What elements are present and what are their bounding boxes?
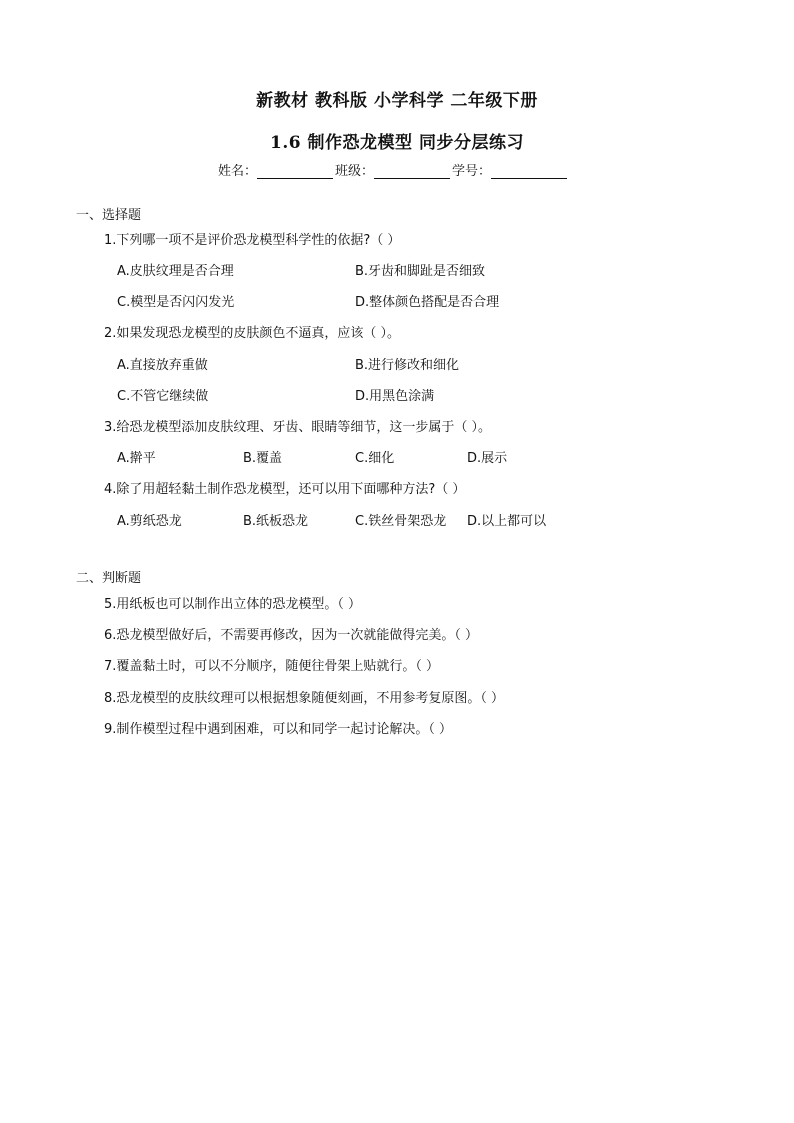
q2-option-b: B.进行修改和细化 bbox=[355, 358, 460, 373]
q3-option-c: C.细化 bbox=[355, 451, 395, 466]
question-6: 6.恐龙模型做好后，不需要再修改，因为一次就能做得完美。（ ） bbox=[104, 628, 479, 643]
q3-option-d: D.展示 bbox=[467, 451, 508, 466]
q1-option-d: D.整体颜色搭配是否合理 bbox=[355, 295, 500, 310]
lesson-title: 1.6 制作恐龙模型 同步分层练习 bbox=[270, 133, 524, 153]
name-blank[interactable] bbox=[257, 164, 333, 179]
student-info-line bbox=[218, 160, 569, 179]
question-9: 9.制作模型过程中遇到困难，可以和同学一起讨论解决。（ ） bbox=[104, 722, 453, 737]
q3-option-a: A.擀平 bbox=[117, 451, 156, 466]
id-label: 学号： bbox=[452, 164, 492, 179]
question-8: 8.恐龙模型的皮肤纹理可以根据想象随便刻画，不用参考复原图。（ ） bbox=[104, 691, 505, 706]
q2-option-c: C.不管它继续做 bbox=[117, 389, 209, 404]
question-3: 3.给恐龙模型添加皮肤纹理、牙齿、眼睛等细节，这一步属于（ ）。 bbox=[104, 420, 492, 435]
question-2: 2.如果发现恐龙模型的皮肤颜色不逼真，应该（ ）。 bbox=[104, 326, 401, 341]
q1-option-a: A.皮肤纹理是否合理 bbox=[117, 264, 234, 279]
question-1: 1.下列哪一项不是评价恐龙模型科学性的依据?（ ） bbox=[104, 233, 401, 248]
q1-option-b: B.牙齿和脚趾是否细致 bbox=[355, 264, 486, 279]
q4-option-a: A.剪纸恐龙 bbox=[117, 514, 182, 529]
class-blank[interactable] bbox=[374, 164, 450, 179]
question-5: 5.用纸板也可以制作出立体的恐龙模型。（ ） bbox=[104, 597, 362, 612]
id-blank[interactable] bbox=[491, 164, 567, 179]
q2-option-d: D.用黑色涂满 bbox=[355, 389, 435, 404]
class-label: 班级： bbox=[335, 164, 375, 179]
q4-option-c: C.铁丝骨架恐龙 bbox=[355, 514, 447, 529]
q3-option-b: B.覆盖 bbox=[243, 451, 283, 466]
question-7: 7.覆盖黏土时，可以不分顺序，随便往骨架上贴就行。（ ） bbox=[104, 659, 440, 674]
page-title: 新教材 教科版 小学科学 二年级下册 bbox=[256, 91, 538, 111]
name-label: 姓名： bbox=[218, 164, 258, 179]
section-choice-title: 一、选择题 bbox=[76, 208, 142, 223]
q1-option-c: C.模型是否闪闪发光 bbox=[117, 295, 235, 310]
section-judge-title: 二、判断题 bbox=[76, 571, 142, 586]
question-4: 4.除了用超轻黏土制作恐龙模型，还可以用下面哪种方法?（ ） bbox=[104, 482, 466, 497]
q4-option-d: D.以上都可以 bbox=[467, 514, 547, 529]
q4-option-b: B.纸板恐龙 bbox=[243, 514, 309, 529]
q2-option-a: A.直接放弃重做 bbox=[117, 358, 208, 373]
